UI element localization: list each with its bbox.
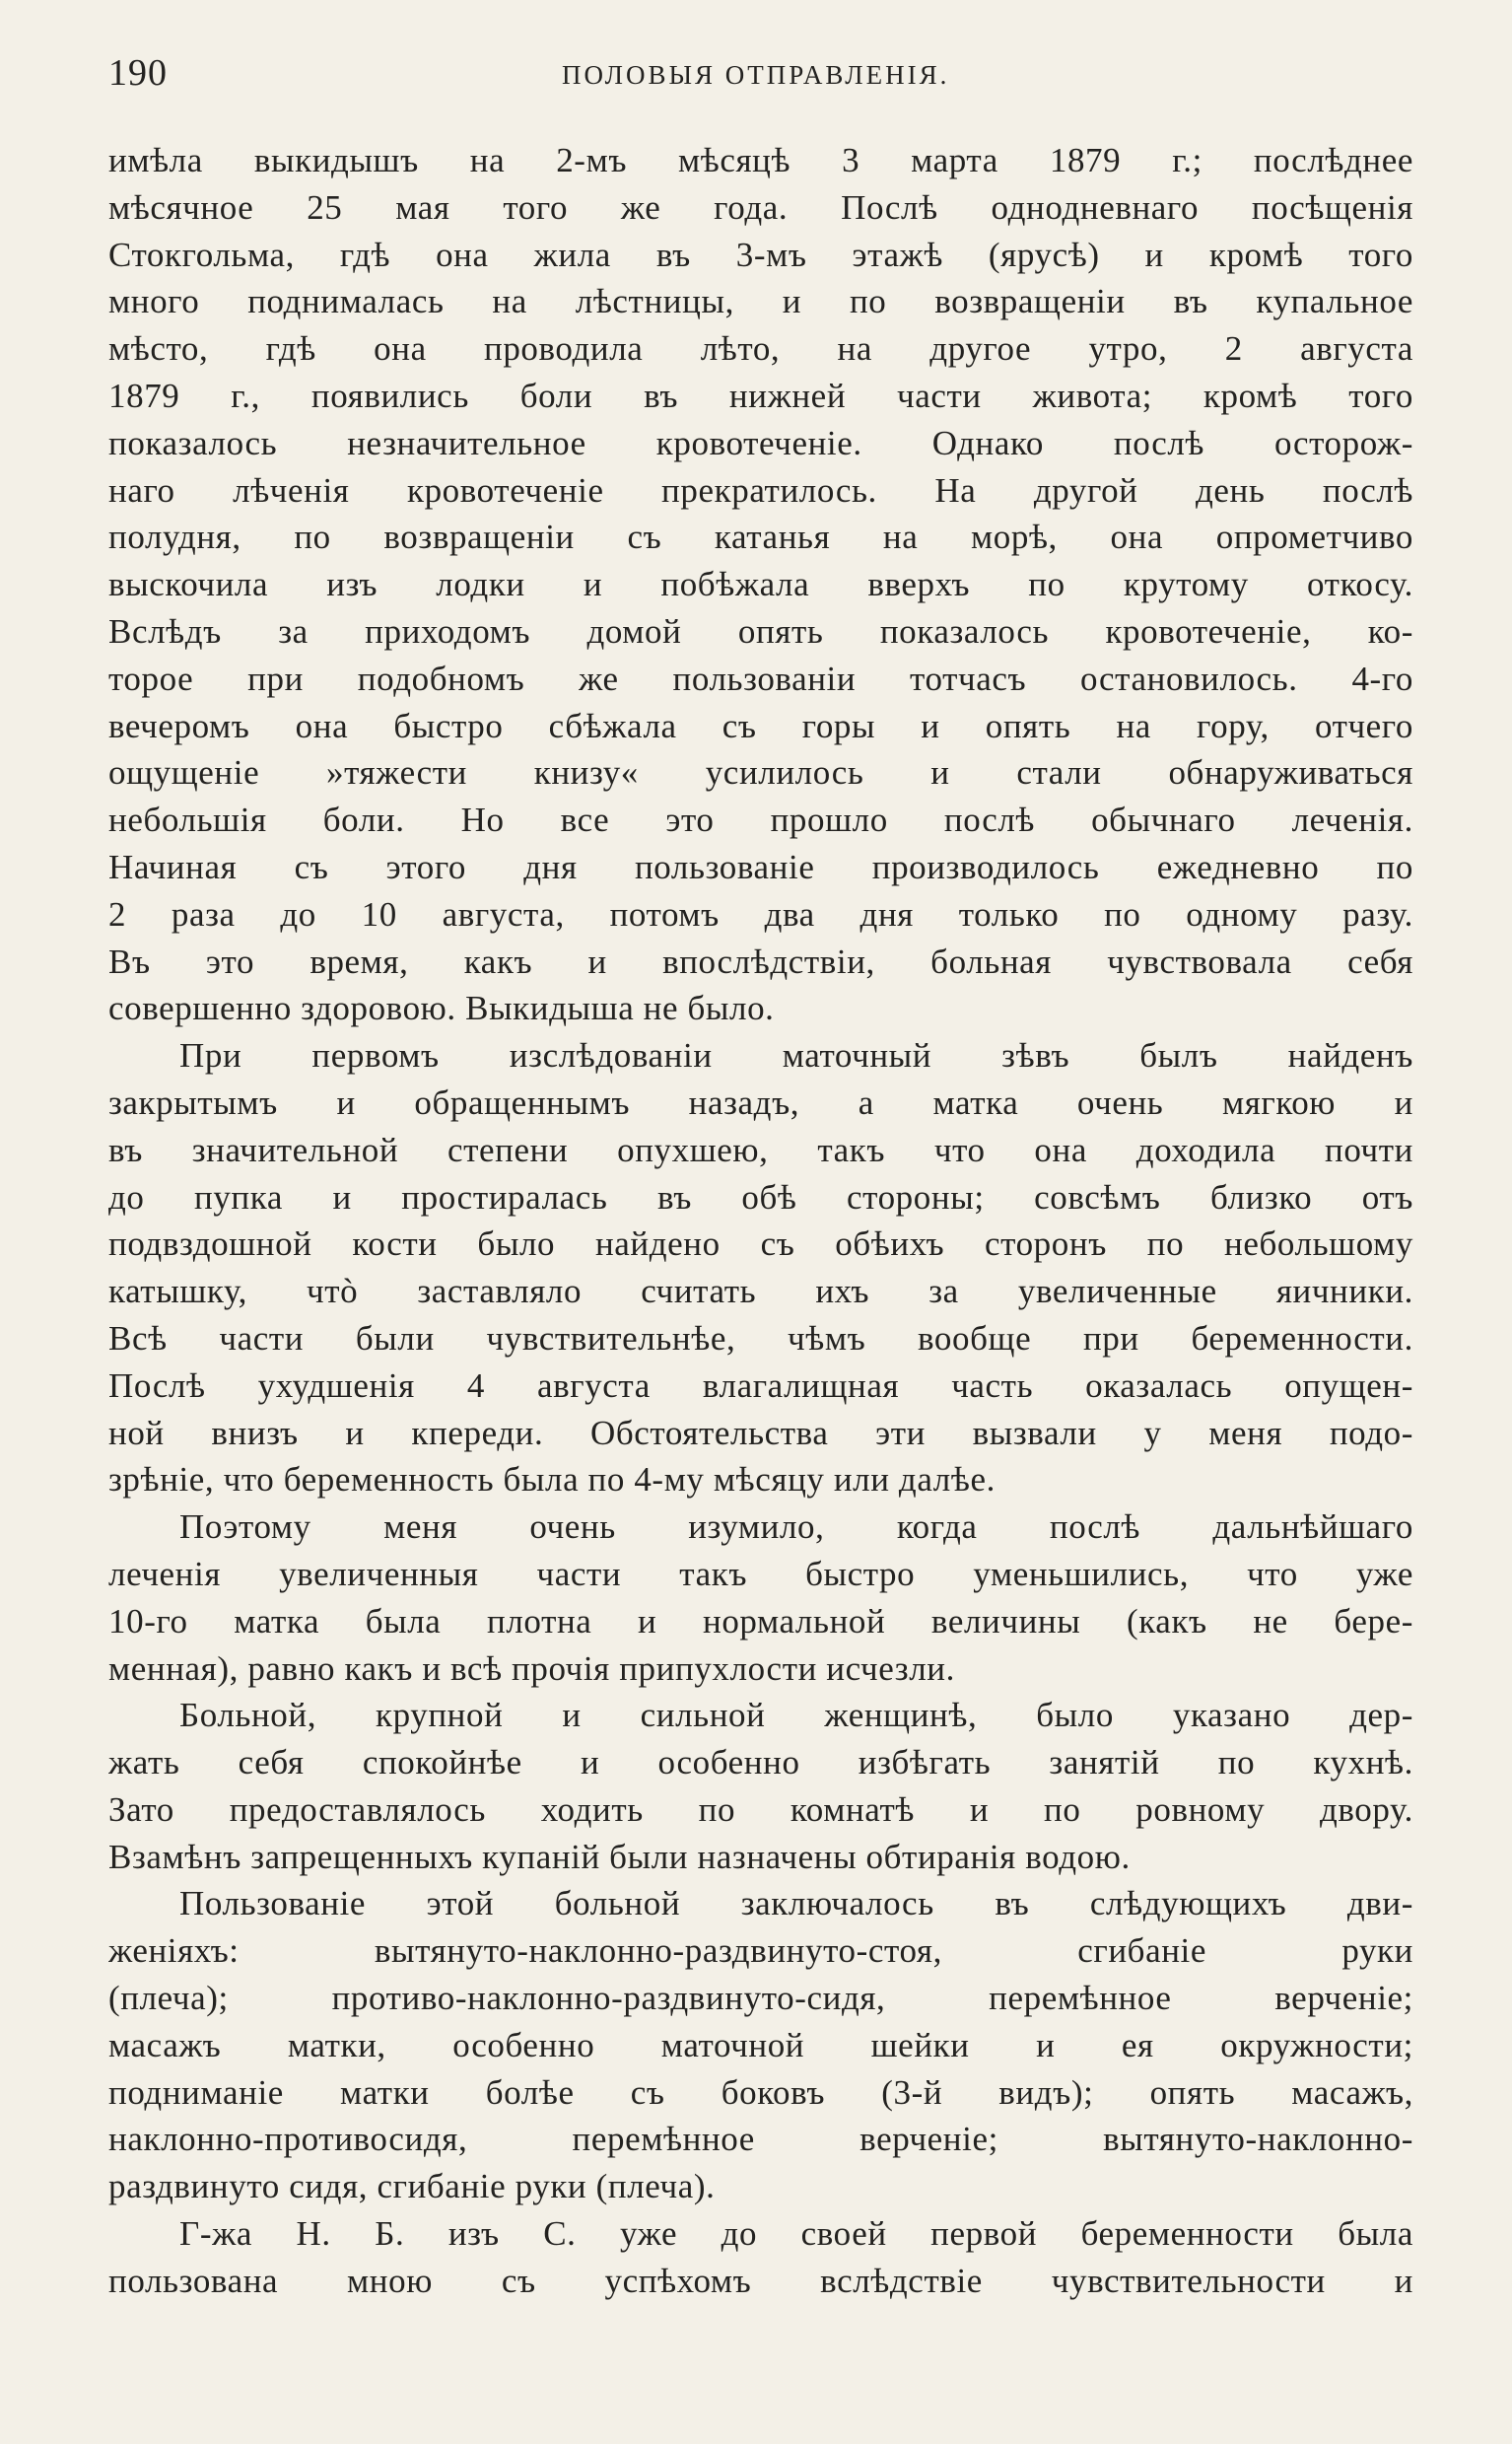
text-line: имѣла выкидышъ на 2-мъ мѣсяцѣ 3 марта 1879 г.; послѣднее	[108, 141, 1413, 179]
text-line: мѣсячное 25 мая того же года. Послѣ однодневнаго посѣщенія	[108, 187, 1413, 227]
text-line: 2 раза до 10 августа, потомъ два дня только по одному разу.	[108, 894, 1413, 934]
text-line: ной внизъ и кпереди. Обстоятельства эти вызвали у меня подо-	[108, 1413, 1413, 1452]
text-line: Поэтому меня очень изумило, когда послѣ дальнѣйшаго	[179, 1507, 1413, 1547]
text-line: торое при подобномъ же пользованіи тотчасъ остановилось. 4-го	[108, 659, 1413, 698]
text-line: въ значительной степени опухшею, такъ что она доходила почти	[108, 1130, 1413, 1169]
text-line: Г-жа Н. Б. изъ С. уже до своей первой беременности была	[179, 2214, 1413, 2254]
text-line: Послѣ ухудшенія 4 августа влагалищная часть оказалась опущен-	[108, 1365, 1413, 1405]
text-line: вечеромъ она быстро сбѣжала съ горы и опять на гору, отчего	[108, 706, 1413, 745]
text-line: Стокгольма, гдѣ она жила въ 3-мъ этажѣ (ярусѣ) и кромѣ того	[108, 235, 1413, 274]
text-line: Пользованіе этой больной заключалось въ слѣдующихъ дви-	[179, 1884, 1413, 1923]
running-title: ПОЛОВЫЯ ОТПРАВЛЕНІЯ.	[562, 60, 950, 90]
page-header	[108, 51, 1409, 101]
text-line: выскочила изъ лодки и побѣжала вверхъ по крутому откосу.	[108, 565, 1413, 604]
text-line: до пупка и простиралась въ обѣ стороны; совсѣмъ близко отъ	[108, 1177, 1413, 1217]
text-line: ощущеніе »тяжести книзу« усилилось и стали обнаруживаться	[108, 753, 1413, 793]
text-line: наклонно-противосидя, перемѣнное верченіе; вытянуто-наклонно-	[108, 2120, 1413, 2159]
text-line: 10-го матка была плотна и нормальной величины (какъ не бере-	[108, 1601, 1413, 1641]
text-line: наго лѣченія кровотеченіе прекратилось. На другой день послѣ	[108, 470, 1413, 510]
text-line: зрѣніе, что беременность была по 4-му мѣсяцу или далѣе.	[108, 1460, 996, 1500]
text-line: пользована мною съ успѣхомъ вслѣдствіе чувствительности и	[108, 2261, 1413, 2300]
text-line: масажъ матки, особенно маточной шейки и ея окружности;	[108, 2025, 1413, 2064]
text-line: закрытымъ и обращеннымъ назадъ, а матка очень мягкою и	[108, 1082, 1413, 1122]
text-line: подниманіе матки болѣе съ боковъ (3-й видъ); опять масажъ,	[108, 2072, 1413, 2112]
text-line: Всѣ части были чувствительнѣе, чѣмъ вообще при беременности.	[108, 1318, 1413, 1358]
paragraph	[108, 1503, 1413, 1692]
paragraph	[108, 1880, 1413, 2210]
paragraph	[108, 2210, 1413, 2305]
text-line: 1879 г., появились боли въ нижней части живота; кромѣ того	[108, 376, 1413, 415]
text-line: много поднималась на лѣстницы, и по возвращеніи въ купальное	[108, 282, 1413, 321]
text-line: Начиная съ этого дня пользованіе производилось ежедневно по	[108, 847, 1413, 886]
text-line: жать себя спокойнѣе и особенно избѣгать занятій по кухнѣ.	[108, 1743, 1413, 1782]
text-line: (плеча); противо-наклонно-раздвинуто-сидя, перемѣнное верченіе;	[108, 1979, 1413, 2018]
text-line: леченія увеличенныя части такъ быстро уменьшились, что уже	[108, 1554, 1413, 1593]
paragraph	[108, 1032, 1413, 1503]
text-line: При первомъ изслѣдованіи маточный зѣвъ былъ найденъ	[179, 1036, 1413, 1076]
text-line: показалось незначительное кровотеченіе. Однако послѣ осторож-	[108, 423, 1413, 462]
text-line: Больной, крупной и сильной женщинѣ, было указано дер-	[179, 1696, 1413, 1735]
text-line: Взамѣнъ запрещенныхъ купаній были назначены обтиранія водою.	[108, 1837, 1131, 1876]
page-number: 190	[108, 52, 168, 94]
text-line: Зато предоставлялось ходить по комнатѣ и по ровному двору.	[108, 1789, 1413, 1829]
text-line: мѣсто, гдѣ она проводила лѣто, на другое утро, 2 августа	[108, 329, 1413, 369]
paragraph	[108, 1692, 1413, 1880]
text-line: подвздошной кости было найдено съ обѣихъ сторонъ по небольшому	[108, 1224, 1413, 1264]
text-line: катышку, чтò заставляло считать ихъ за увеличенные яичники.	[108, 1272, 1413, 1311]
text-line: раздвинуто сидя, сгибаніе руки (плеча).	[108, 2167, 716, 2206]
text-line: небольшія боли. Но все это прошло послѣ обычнаго леченія.	[108, 801, 1413, 840]
text-line: полудня, по возвращеніи съ катанья на морѣ, она опрометчиво	[108, 518, 1413, 557]
body-text	[108, 137, 1413, 2305]
text-line: менная), равно какъ и всѣ прочія припухлости исчезли.	[108, 1648, 955, 1688]
paragraph	[108, 137, 1413, 1032]
text-line: женіяхъ: вытянуто-наклонно-раздвинуто-стоя, сгибаніе руки	[108, 1931, 1413, 1971]
text-line: совершенно здоровою. Выкидыша не было.	[108, 989, 775, 1028]
text-line: Вслѣдъ за приходомъ домой опять показалось кровотеченіе, ко-	[108, 611, 1413, 651]
text-line: Въ это время, какъ и впослѣдствіи, больная чувствовала себя	[108, 942, 1413, 981]
